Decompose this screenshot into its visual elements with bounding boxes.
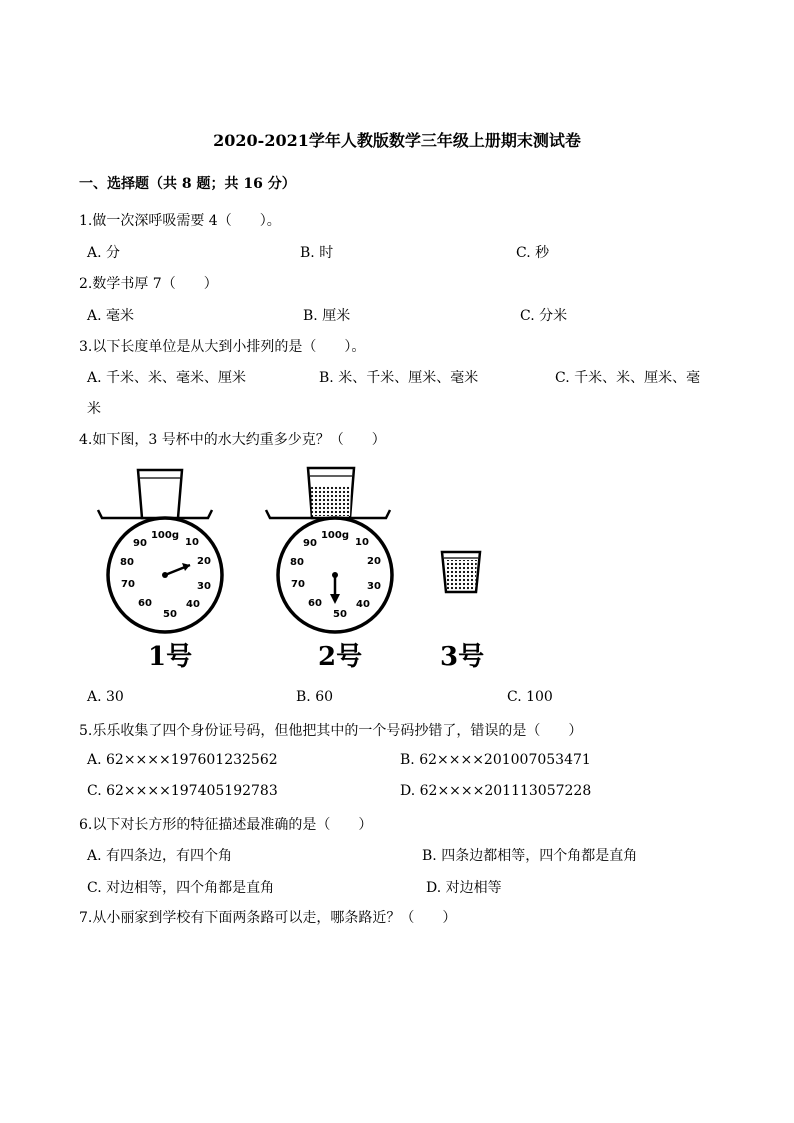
q6-option-c[interactable]: C. 对边相等，四个角都是直角: [87, 880, 275, 896]
q1-option-a[interactable]: A. 分: [87, 245, 121, 261]
svg-text:70: 70: [121, 579, 135, 590]
svg-text:10: 10: [185, 537, 199, 548]
q1-option-c[interactable]: C. 秒: [516, 245, 550, 261]
label-2: 2号: [318, 642, 363, 672]
cup-1-icon: [138, 470, 182, 518]
scale-1: [98, 470, 222, 632]
svg-text:40: 40: [356, 599, 370, 610]
svg-text:60: 60: [308, 598, 322, 609]
question-2: 2.数学书厚 7（ ）: [79, 276, 218, 292]
svg-text:20: 20: [197, 556, 211, 567]
q4-option-c[interactable]: C. 100: [507, 689, 553, 705]
question-3: 3.以下长度单位是从大到小排列的是（ ）。: [79, 339, 366, 355]
scales-figure: [90, 462, 510, 677]
q6-option-d[interactable]: D. 对边相等: [426, 880, 502, 896]
question-7: 7.从小丽家到学校有下面两条路可以走，哪条路近？（ ）: [79, 910, 457, 926]
q2-option-b[interactable]: B. 厘米: [303, 308, 351, 324]
svg-text:90: 90: [303, 538, 317, 549]
question-4: 4.如下图，3 号杯中的水大约重多少克？（ ）: [79, 432, 386, 448]
question-1: 1.做一次深呼吸需要 4（ ）。: [79, 213, 281, 229]
svg-text:50: 50: [163, 609, 177, 620]
q5-option-d[interactable]: D. 62××××201113057228: [400, 783, 592, 799]
q5-option-c[interactable]: C. 62××××197405192783: [87, 783, 278, 799]
label-3: 3号: [440, 642, 485, 672]
svg-text:30: 30: [197, 581, 211, 592]
page-title: 2020-2021学年人教版数学三年级上册期末测试卷: [213, 131, 581, 150]
q2-option-c[interactable]: C. 分米: [520, 308, 568, 324]
q3-option-c[interactable]: C. 千米、米、厘米、毫: [555, 370, 701, 386]
svg-text:80: 80: [120, 557, 134, 568]
scale-2: [266, 468, 392, 632]
svg-text:50: 50: [333, 609, 347, 620]
question-6: 6.以下对长方形的特征描述最准确的是（ ）: [79, 817, 373, 833]
question-5: 5.乐乐收集了四个身份证号码，但他把其中的一个号码抄错了，错误的是（ ）: [79, 723, 583, 739]
q1-option-b[interactable]: B. 时: [300, 245, 334, 261]
q6-option-a[interactable]: A. 有四条边，有四个角: [87, 848, 233, 864]
q3-option-a[interactable]: A. 千米、米、毫米、厘米: [87, 370, 247, 386]
q3-option-b[interactable]: B. 米、千米、厘米、毫米: [319, 370, 479, 386]
svg-text:10: 10: [355, 537, 369, 548]
q5-option-a[interactable]: A. 62××××197601232562: [87, 752, 278, 768]
svg-text:80: 80: [290, 557, 304, 568]
svg-text:100g: 100g: [320, 530, 350, 541]
label-1: 1号: [148, 642, 193, 672]
q4-option-b[interactable]: B. 60: [296, 689, 334, 705]
section-heading: 一、选择题（共 8 题；共 16 分）: [79, 176, 296, 192]
q5-option-b[interactable]: B. 62××××201007053471: [400, 752, 591, 768]
cup-3: [442, 552, 480, 592]
q3-option-c-wrap: 米: [87, 401, 101, 417]
svg-text:20: 20: [367, 556, 381, 567]
svg-text:90: 90: [133, 538, 147, 549]
q6-option-b[interactable]: B. 四条边都相等，四个角都是直角: [422, 848, 638, 864]
svg-text:70: 70: [291, 579, 305, 590]
svg-text:40: 40: [186, 599, 200, 610]
dial-1-num: 100g: [150, 530, 180, 541]
q2-option-a[interactable]: A. 毫米: [87, 308, 135, 324]
svg-text:60: 60: [138, 598, 152, 609]
q4-option-a[interactable]: A. 30: [87, 689, 124, 705]
svg-text:30: 30: [367, 581, 381, 592]
